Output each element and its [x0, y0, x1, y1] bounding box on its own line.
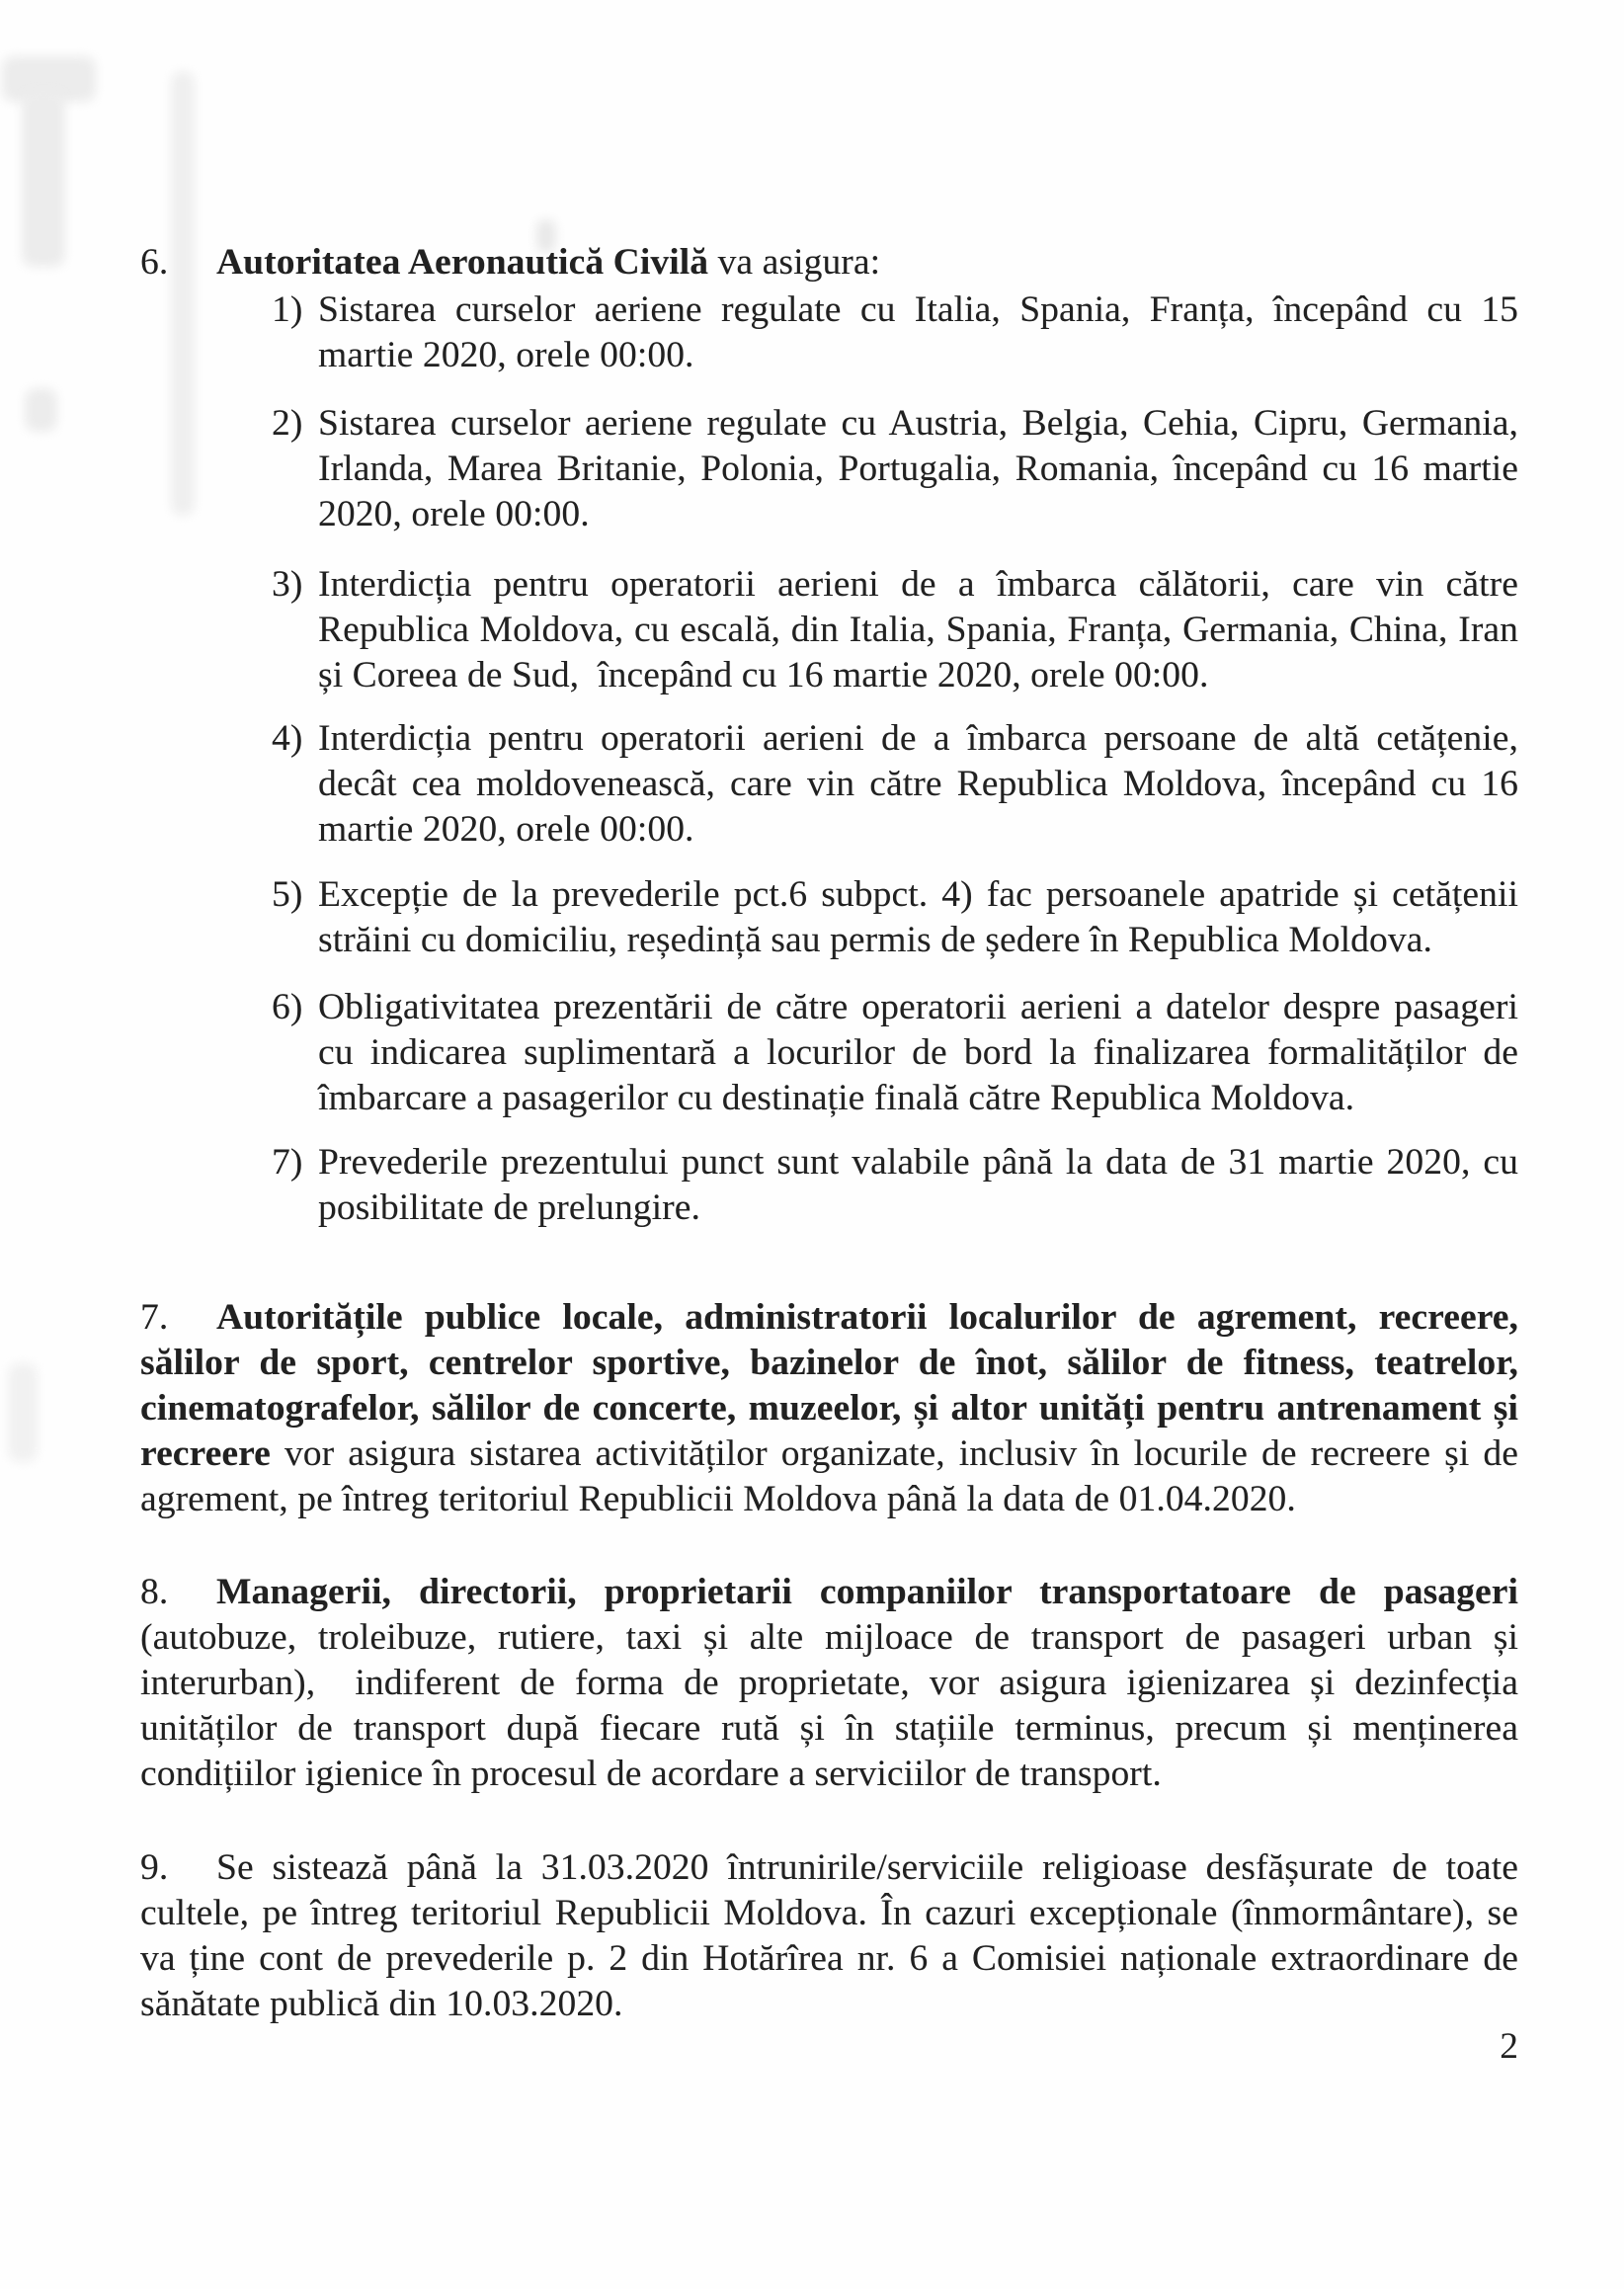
text-line — [272, 1030, 1518, 1076]
paragraph-bold-text: cinematografelor, sălilor de concerte, muzeelor, și altor unități pentru antrenament și — [140, 1388, 1518, 1429]
item-number: 3) — [272, 564, 303, 605]
text-line — [140, 1661, 1518, 1706]
list-item-3 — [272, 562, 1518, 698]
paragraph-text: va ține cont de prevederile p. 2 din Hotărîrea nr. 6 a Comisiei naționale extraordinare de — [140, 1938, 1518, 1979]
item-text: Interdicția pentru operatorii aerieni de a îmbarca călătorii, care vin către — [318, 564, 1518, 605]
text-line — [140, 1570, 1518, 1615]
item-text: martie 2020, orele 00:00. — [318, 809, 694, 850]
paragraph-text: interurban), indiferent de forma de proprietate, vor asigura igienizarea și dezinfecția — [140, 1663, 1518, 1703]
item-text: Irlanda, Marea Britanie, Polonia, Portugalia, Romania, începând cu 16 martie — [318, 449, 1518, 489]
item-text: cu indicarea suplimentară a locurilor de bord la finalizarea formalităților de — [318, 1032, 1518, 1073]
text-line — [140, 1936, 1518, 1982]
text-line — [272, 1076, 1518, 1121]
paragraph-bold-text: sălilor de sport, centrelor sportive, bazinelor de înot, sălilor de fitness, teatrelor, — [140, 1343, 1518, 1383]
text-line — [272, 1185, 1518, 1231]
text-line — [140, 1982, 1518, 2027]
item-number: 7) — [272, 1142, 303, 1183]
heading-regular-text: va asigura: — [708, 242, 881, 283]
text-line — [272, 918, 1518, 963]
point-number: 8. — [140, 1572, 169, 1612]
page-number: 2 — [1500, 2026, 1518, 2067]
text-line — [272, 447, 1518, 492]
paragraph-bold-text: Autoritățile publice locale, administratorii localurilor de agrement, recreere, — [216, 1297, 1518, 1338]
point-8-paragraph — [140, 1570, 1518, 1797]
item-text: Republica Moldova, cu escală, din Italia, Spania, Franța, Germania, China, Iran — [318, 610, 1518, 650]
paragraph-text: unităților de transport după fiecare rută și în stațiile terminus, precum și menținerea — [140, 1708, 1518, 1749]
text-line — [272, 401, 1518, 447]
item-text: Sistarea curselor aeriene regulate cu Austria, Belgia, Cehia, Cipru, Germania, — [318, 403, 1518, 444]
item-text: Interdicția pentru operatorii aerieni de a îmbarca persoane de altă cetățenie, — [318, 718, 1518, 759]
paragraph-text: agrement, pe întreg teritoriul Republicii Moldova până la data de 01.04.2020. — [140, 1479, 1296, 1519]
point-number: 6. — [140, 242, 169, 283]
list-item-1 — [272, 287, 1518, 378]
text-line — [272, 653, 1518, 698]
text-line — [272, 608, 1518, 653]
item-text: martie 2020, orele 00:00. — [318, 335, 694, 375]
text-line — [140, 1431, 1518, 1477]
heading-bold-text: Autoritatea Aeronautică Civilă — [216, 242, 709, 283]
point-number: 9. — [140, 1847, 169, 1888]
item-number: 6) — [272, 987, 303, 1027]
item-text: Sistarea curselor aeriene regulate cu Italia, Spania, Franța, începând cu 15 — [318, 289, 1518, 330]
text-line — [140, 1891, 1518, 1936]
text-line — [272, 492, 1518, 537]
point-6-heading — [140, 240, 1518, 286]
text-line — [272, 985, 1518, 1030]
text-line — [140, 1477, 1518, 1522]
item-text: străini cu domiciliu, reședință sau permis de ședere în Republica Moldova. — [318, 920, 1432, 960]
list-item-6 — [272, 985, 1518, 1121]
text-line — [140, 1752, 1518, 1797]
list-item-7 — [272, 1140, 1518, 1231]
text-line — [272, 287, 1518, 333]
text-line — [140, 1845, 1518, 1891]
text-line — [140, 1706, 1518, 1752]
item-text: Obligativitatea prezentării de către operatorii aerieni a datelor despre pasageri — [318, 987, 1518, 1027]
text-line — [272, 872, 1518, 918]
text-line — [140, 1615, 1518, 1661]
text-line — [272, 562, 1518, 608]
item-text: și Coreea de Sud, începând cu 16 martie 2020, orele 00:00. — [318, 655, 1209, 695]
scan-smudge — [171, 71, 195, 516]
item-text: Excepție de la prevederile pct.6 subpct. 4) fac persoanele apatride și cetățenii — [318, 874, 1518, 915]
paragraph-text: condițiilor igienice în procesul de acordare a serviciilor de transport. — [140, 1754, 1162, 1794]
text-line — [140, 1295, 1518, 1341]
item-number: 4) — [272, 718, 303, 759]
list-item-2 — [272, 401, 1518, 537]
paragraph-bold-text: recreere — [140, 1433, 271, 1474]
scan-smudge — [25, 388, 57, 432]
text-line — [272, 333, 1518, 378]
scan-smudge — [22, 91, 65, 267]
list-item-4 — [272, 716, 1518, 853]
item-text: 2020, orele 00:00. — [318, 494, 590, 534]
item-number: 5) — [272, 874, 303, 915]
paragraph-text: sănătate publică din 10.03.2020. — [140, 1984, 623, 2024]
text-line — [140, 1386, 1518, 1431]
paragraph-text: vor asigura sistarea activităților organizate, inclusiv în locurile de recreere și de — [270, 1433, 1518, 1474]
paragraph-bold-text: Managerii, directorii, proprietarii companiilor transportatoare de pasageri — [216, 1572, 1518, 1612]
paragraph-text: (autobuze, troleibuze, rutiere, taxi și alte mijloace de transport de pasageri urban și — [140, 1617, 1518, 1658]
text-line — [272, 1140, 1518, 1185]
text-line — [272, 762, 1518, 807]
point-number: 7. — [140, 1297, 169, 1338]
text-line — [140, 1341, 1518, 1386]
item-text: posibilitate de prelungire. — [318, 1187, 700, 1228]
point-9-paragraph — [140, 1845, 1518, 2027]
text-line — [272, 716, 1518, 762]
scan-smudge — [8, 1363, 38, 1462]
paragraph-text: Se sistează până la 31.03.2020 întrunirile/serviciile religioase desfășurate de toate — [216, 1847, 1518, 1888]
item-text: îmbarcare a pasagerilor cu destinație finală către Republica Moldova. — [318, 1078, 1355, 1118]
paragraph-text: cultele, pe întreg teritoriul Republicii Moldova. În cazuri excepționale (înmormântare), se — [140, 1893, 1518, 1933]
text-line — [272, 807, 1518, 853]
item-number: 2) — [272, 403, 303, 444]
text-line — [140, 240, 1518, 286]
list-item-5 — [272, 872, 1518, 963]
item-text: Prevederile prezentului punct sunt valabile până la data de 31 martie 2020, cu — [318, 1142, 1518, 1183]
item-number: 1) — [272, 289, 303, 330]
point-7-paragraph — [140, 1295, 1518, 1522]
item-text: decât cea moldovenească, care vin către Republica Moldova, începând cu 16 — [318, 764, 1518, 804]
